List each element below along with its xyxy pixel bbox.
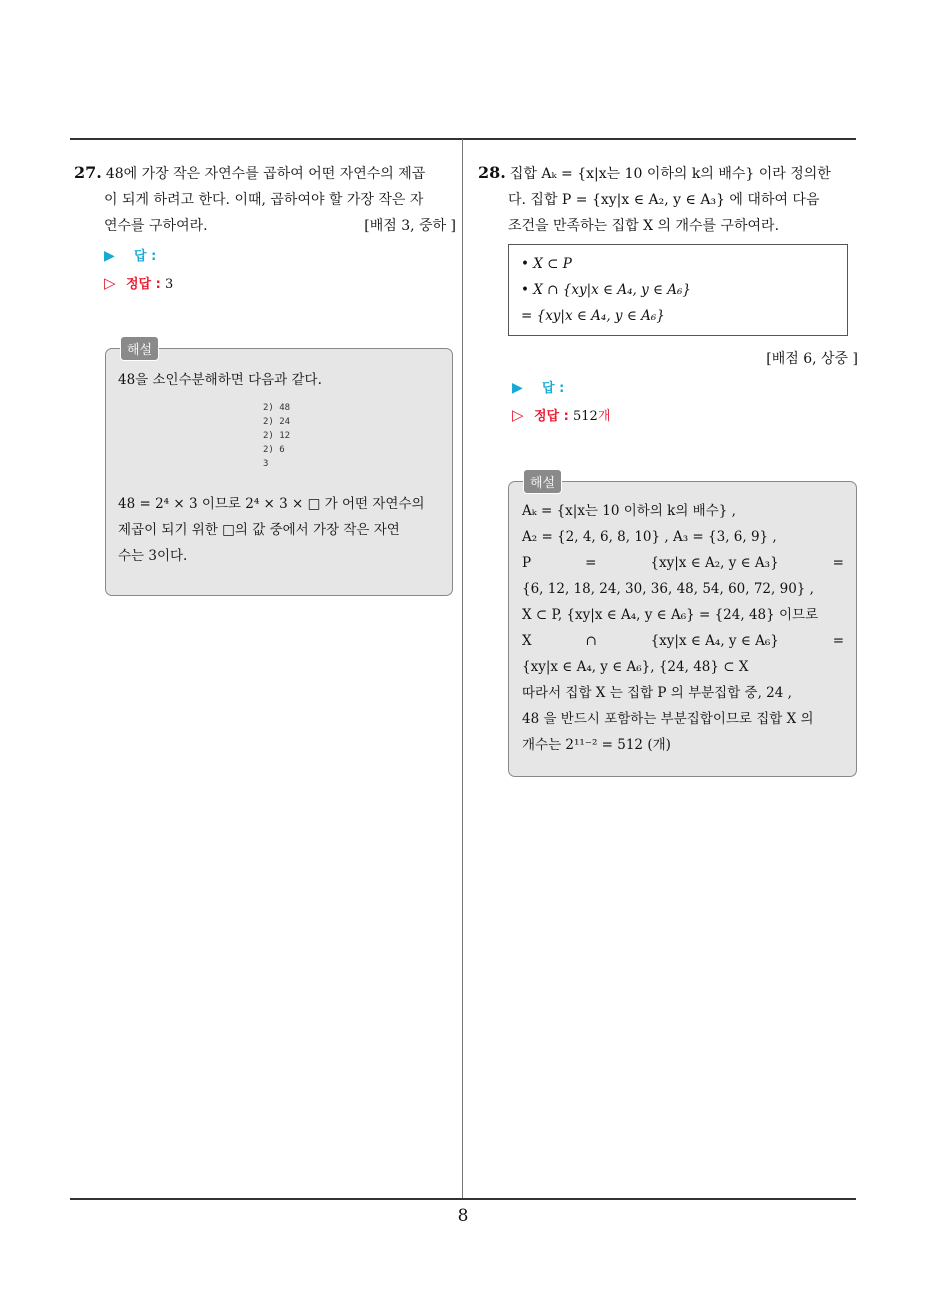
solution-text: 제곱이 되기 위한 □의 값 중에서 가장 작은 자연 (118, 522, 400, 538)
solution-text: {6, 12, 18, 24, 30, 36, 48, 54, 60, 72, 90} , (522, 581, 814, 597)
solution-box-28 (508, 476, 857, 777)
question-28 (478, 160, 860, 239)
condition-line: = {xy|x ∈ A₄, y ∈ A₆} (521, 308, 665, 324)
solution-text: 48 = 2⁴ × 3 이므로 2⁴ × 3 × □ 가 어떤 자연수의 (118, 496, 425, 512)
correct-answer-value: 3 (164, 277, 174, 292)
solution-text-part: ∩ (585, 633, 597, 649)
solution-text-part: = (585, 555, 597, 571)
solution-text-justified (522, 628, 844, 654)
solution-text: 48을 소인수분해하면 다음과 같다. (118, 372, 322, 388)
answer-block-28 (512, 375, 610, 430)
solution-text: 수는 3이다. (118, 548, 188, 564)
correct-answer-row (512, 402, 610, 430)
answer-label: 답 : (542, 381, 565, 396)
play-arrow-icon: ▶ (512, 380, 523, 396)
play-arrow-icon: ▶ (104, 248, 115, 264)
question-number: 27. (74, 163, 102, 182)
correct-answer-value: 512 (572, 409, 598, 424)
question-text-line: 48에 가장 작은 자연수를 곱하여 어떤 자연수의 제곱 (105, 166, 426, 182)
correct-answer-unit: 개 (597, 409, 611, 424)
outline-arrow-icon: ▷ (512, 406, 524, 424)
bottom-rule (70, 1198, 856, 1200)
condition-line: • X ⊂ P (521, 256, 572, 272)
solution-text-justified (522, 550, 844, 576)
factor-row: 2) 48 (263, 403, 291, 413)
solution-box-27 (105, 343, 453, 596)
solution-text: A₂ = {2, 4, 6, 8, 10} , A₃ = {3, 6, 9} , (522, 529, 777, 545)
factor-row: 3 (263, 459, 269, 469)
solution-text: 48 을 반드시 포함하는 부분집합이므로 집합 X 의 (522, 711, 814, 727)
solution-text-part: P (522, 555, 532, 571)
score-label: [배점 3, 중하 ] (364, 218, 456, 234)
solution-tag: 해설 (523, 469, 562, 494)
solution-text-part: = (832, 633, 844, 649)
question-text-line: 다. 집합 P = {xy|x ∈ A₂, y ∈ A₃} 에 대하여 다음 (508, 192, 820, 208)
score-label: [배점 6, 상중 ] (766, 351, 858, 367)
solution-text: X ⊂ P, {xy|x ∈ A₄, y ∈ A₆} = {24, 48} 이므로 (522, 607, 819, 623)
solution-text-part: {xy|x ∈ A₄, y ∈ A₆} (650, 633, 779, 649)
solution-text: 개수는 2¹¹⁻² = 512 (개) (522, 737, 671, 753)
solution-text: Aₖ = {x|x는 10 이하의 k의 배수} , (522, 503, 736, 519)
factor-row: 2) 12 (263, 431, 291, 441)
question-text-line: 연수를 구하여라. (104, 218, 208, 234)
condition-line: • X ∩ {xy|x ∈ A₄, y ∈ A₆} (521, 282, 692, 298)
solution-text-part: {xy|x ∈ A₂, y ∈ A₃} (650, 555, 779, 571)
question-text-line: 조건을 만족하는 집합 X 의 개수를 구하여라. (508, 218, 780, 234)
factor-row: 2) 24 (263, 417, 291, 427)
answer-label: 답 : (134, 249, 157, 264)
factorization-ladder (118, 401, 444, 471)
solution-text: {xy|x ∈ A₄, y ∈ A₆}, {24, 48} ⊂ X (522, 659, 749, 675)
question-number: 28. (478, 163, 506, 182)
answer-row (512, 375, 610, 402)
outline-arrow-icon: ▷ (104, 274, 116, 292)
correct-answer-label: 정답 : (534, 409, 569, 424)
solution-text: 따라서 집합 X 는 집합 P 의 부분집합 중, 24 , (522, 685, 792, 701)
solution-tag: 해설 (120, 336, 159, 361)
factor-row: 2) 6 (263, 445, 285, 455)
solution-text-part: = (832, 555, 844, 571)
solution-text-part: X (522, 633, 532, 649)
condition-box (508, 244, 848, 336)
page-number: 8 (457, 1206, 469, 1226)
question-text-line: 집합 Aₖ = {x|x는 10 이하의 k의 배수} 이라 정의한 (509, 166, 831, 182)
question-text-line: 이 되게 하려고 한다. 이때, 곱하여야 할 가장 작은 자 (104, 192, 424, 208)
column-divider (462, 139, 463, 1199)
correct-answer-label: 정답 : (126, 277, 161, 292)
top-rule (70, 138, 856, 140)
correct-answer-row (74, 270, 456, 298)
answer-row (74, 243, 456, 270)
question-27 (74, 160, 456, 298)
